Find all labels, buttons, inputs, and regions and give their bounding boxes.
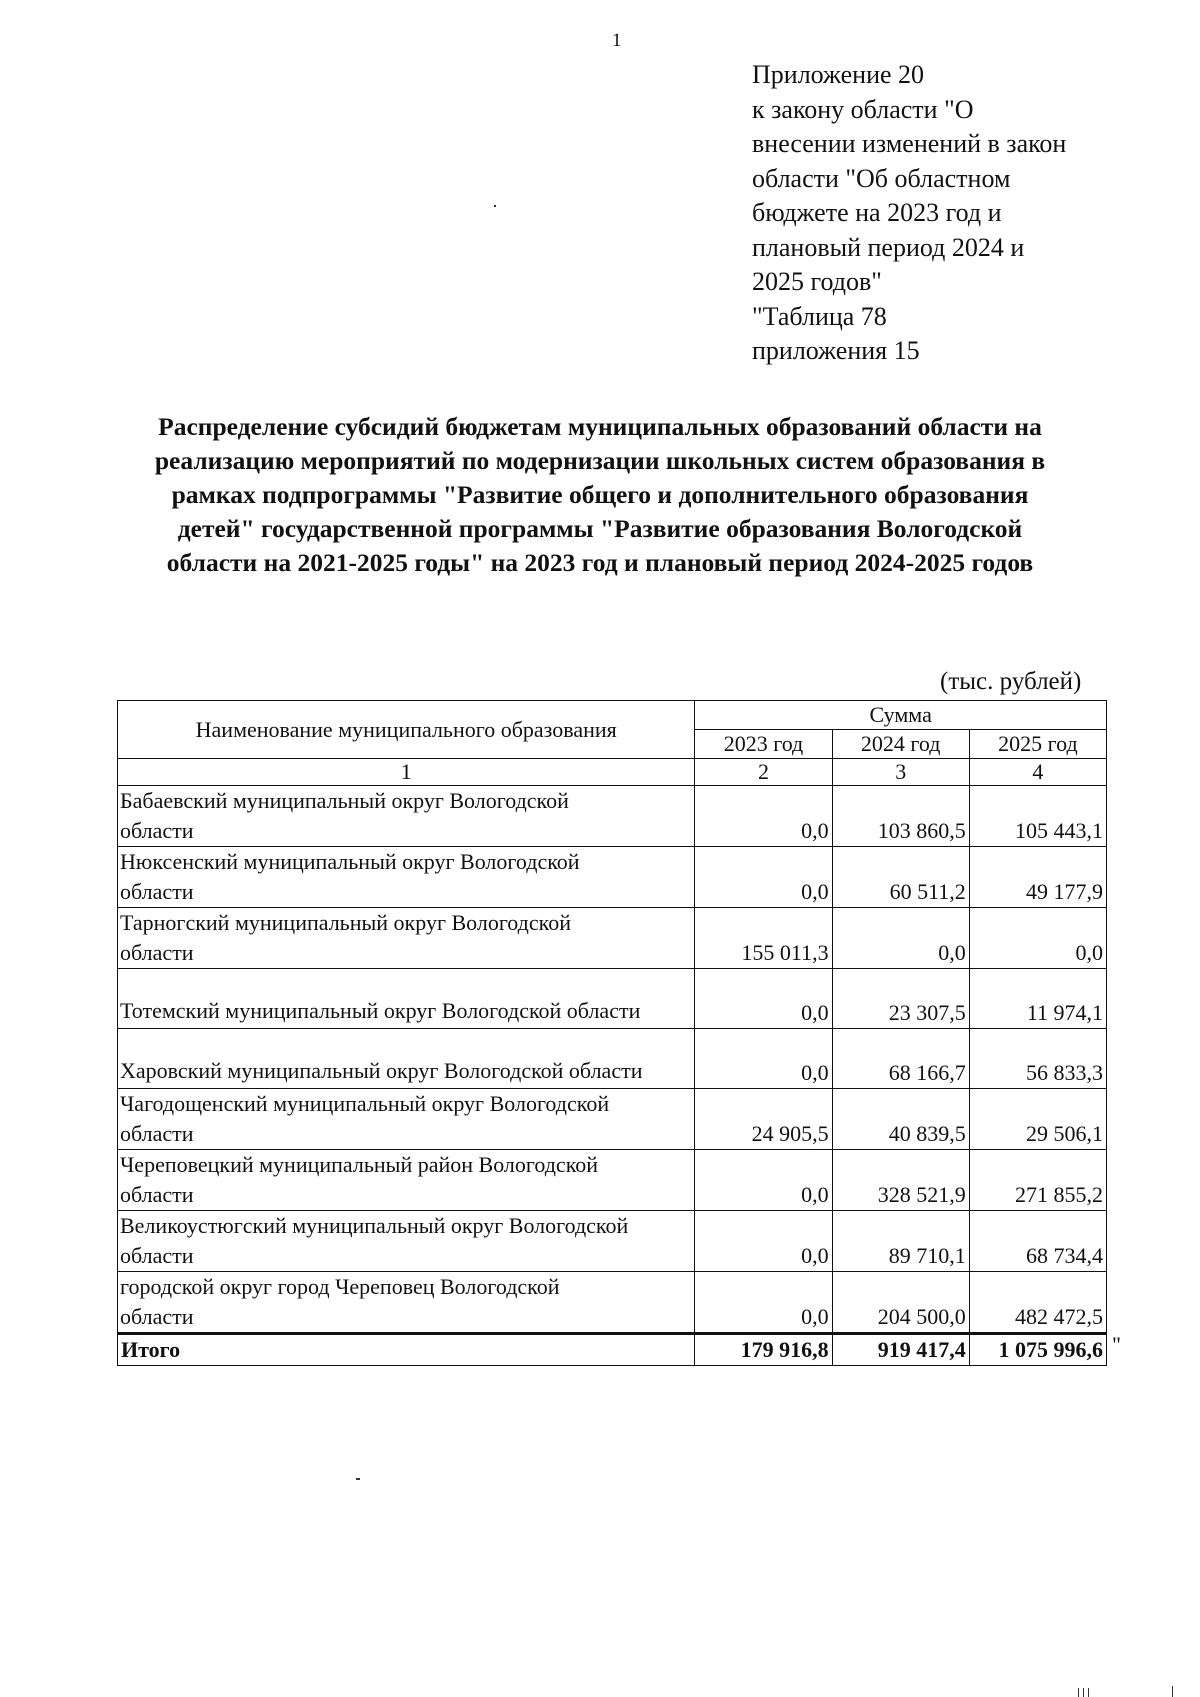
table-row (118, 1272, 1107, 1334)
page-number: 1 (612, 30, 622, 51)
table-row (118, 1150, 1107, 1211)
value-2024: 103 860,5 (832, 786, 969, 847)
header-name: Наименование муниципального образования (118, 701, 695, 759)
value-2025: 49 177,9 (969, 847, 1106, 908)
appendix-line: бюджете на 2023 год и (752, 198, 1002, 227)
table-row (118, 969, 1107, 1029)
scan-speck (1172, 1686, 1173, 1697)
municipality-name (118, 1211, 695, 1272)
total-2025: 1 075 996,6 (969, 1334, 1106, 1366)
municipality-name (118, 847, 695, 908)
value-2023: 0,0 (695, 1029, 832, 1089)
municipality-name (118, 1089, 695, 1150)
value-2023: 155 011,3 (695, 908, 832, 969)
total-label: Итого (118, 1334, 695, 1366)
value-2023: 24 905,5 (695, 1089, 832, 1150)
total-2024: 919 417,4 (832, 1334, 969, 1366)
municipality-name-line: Тарногский муниципальный округ Вологодской (120, 910, 571, 935)
total-row (118, 1334, 1107, 1366)
value-2025: 482 472,5 (969, 1272, 1106, 1334)
appendix-line: плановый период 2024 и (752, 232, 1025, 262)
municipality-name-line: городской округ город Череповец Вологодской (120, 1274, 560, 1299)
municipality-name-line: Чагодощенский муниципальный округ Вологодской (120, 1091, 610, 1116)
total-2023: 179 916,8 (695, 1334, 832, 1366)
municipality-name-line: области (120, 818, 194, 843)
municipality-name-line: области (120, 940, 194, 965)
value-2023: 0,0 (695, 1150, 832, 1211)
municipality-name-line: Череповецкий муниципальный район Вологодской (120, 1152, 599, 1177)
municipality-name-line: области (120, 1182, 194, 1207)
municipality-name (118, 1150, 695, 1211)
value-2023: 0,0 (695, 1211, 832, 1272)
municipality-name-line: области (120, 1121, 194, 1146)
value-2024: 40 839,5 (832, 1089, 969, 1150)
value-2025: 11 974,1 (969, 969, 1106, 1029)
municipality-name-line: Бабаевский муниципальный округ Вологодской (120, 788, 569, 813)
value-2025: 68 734,4 (969, 1211, 1106, 1272)
value-2024: 68 166,7 (832, 1029, 969, 1089)
table-row (118, 786, 1107, 847)
closing-quote: " (1112, 1332, 1121, 1357)
scan-speck (1083, 1688, 1084, 1697)
scan-speck (1088, 1688, 1089, 1697)
municipality-name-line: области (120, 1243, 194, 1268)
units-label: (тыс. рублей) (940, 668, 1082, 695)
value-2025: 29 506,1 (969, 1089, 1106, 1150)
table-row (118, 908, 1107, 969)
value-2024: 60 511,2 (832, 847, 969, 908)
title-line: области на 2021-2025 годы" на 2023 год и плановый период 2024-2025 годов (166, 548, 1034, 577)
municipality-name-line: области (120, 879, 194, 904)
scan-speck (356, 1478, 360, 1480)
municipality-name (118, 908, 695, 969)
header-year-2025: 2025 год (969, 730, 1106, 759)
column-number: 3 (832, 759, 969, 786)
title-line: Распределение субсидий бюджетам муниципальных образований области на (158, 412, 1042, 441)
column-number: 4 (969, 759, 1106, 786)
value-2024: 89 710,1 (832, 1211, 969, 1272)
appendix-line: области "Об областном (752, 163, 1011, 193)
table-row (118, 1029, 1107, 1089)
appendix-line: к закону области "О (752, 94, 974, 124)
value-2024: 328 521,9 (832, 1150, 969, 1211)
column-number-row (118, 759, 1107, 786)
appendix-line: 2025 годов" (752, 267, 882, 296)
table-row (118, 1089, 1107, 1150)
title-line: реализацию мероприятий по модернизации школьных систем образования в (154, 446, 1046, 475)
value-2023: 0,0 (695, 847, 832, 908)
municipality-name-line: Великоустюгский муниципальный округ Вологодской (120, 1213, 629, 1238)
value-2024: 204 500,0 (832, 1272, 969, 1334)
value-2024: 23 307,5 (832, 969, 969, 1029)
appendix-reference (752, 58, 1152, 369)
municipality-name-line: Харовский муниципальный округ Вологодской области (120, 1058, 643, 1083)
value-2023: 0,0 (695, 786, 832, 847)
column-number: 1 (118, 759, 695, 786)
header-sum: Сумма (695, 701, 1107, 730)
appendix-line: приложения 15 (752, 336, 920, 365)
scan-speck (494, 205, 496, 207)
scan-speck (1078, 1688, 1079, 1697)
value-2025: 105 443,1 (969, 786, 1106, 847)
subsidy-table (117, 700, 1107, 1366)
document-title (80, 410, 1120, 580)
municipality-name-line: Тотемский муниципальный округ Вологодской области (120, 998, 641, 1023)
table-row (118, 847, 1107, 908)
table-header-row (118, 701, 1107, 730)
municipality-name (118, 1272, 695, 1334)
value-2023: 0,0 (695, 969, 832, 1029)
municipality-name-line: области (120, 1304, 194, 1329)
value-2025: 0,0 (969, 908, 1106, 969)
title-line: рамках подпрограммы "Развитие общего и дополнительного образования (171, 480, 1029, 509)
header-year-2024: 2024 год (832, 730, 969, 759)
value-2023: 0,0 (695, 1272, 832, 1334)
municipality-name (118, 786, 695, 847)
value-2025: 271 855,2 (969, 1150, 1106, 1211)
municipality-name (118, 969, 695, 1029)
appendix-line: внесении изменений в закон (752, 129, 1067, 158)
appendix-line: Приложение 20 (752, 60, 925, 89)
value-2024: 0,0 (832, 908, 969, 969)
title-line: детей" государственной программы "Развитие образования Вологодской (177, 514, 1023, 543)
column-number: 2 (695, 759, 832, 786)
table-row (118, 1211, 1107, 1272)
municipality-name-line: Нюксенский муниципальный округ Вологодской (120, 849, 580, 874)
header-year-2023: 2023 год (695, 730, 832, 759)
value-2025: 56 833,3 (969, 1029, 1106, 1089)
municipality-name (118, 1029, 695, 1089)
appendix-line: "Таблица 78 (752, 301, 887, 331)
